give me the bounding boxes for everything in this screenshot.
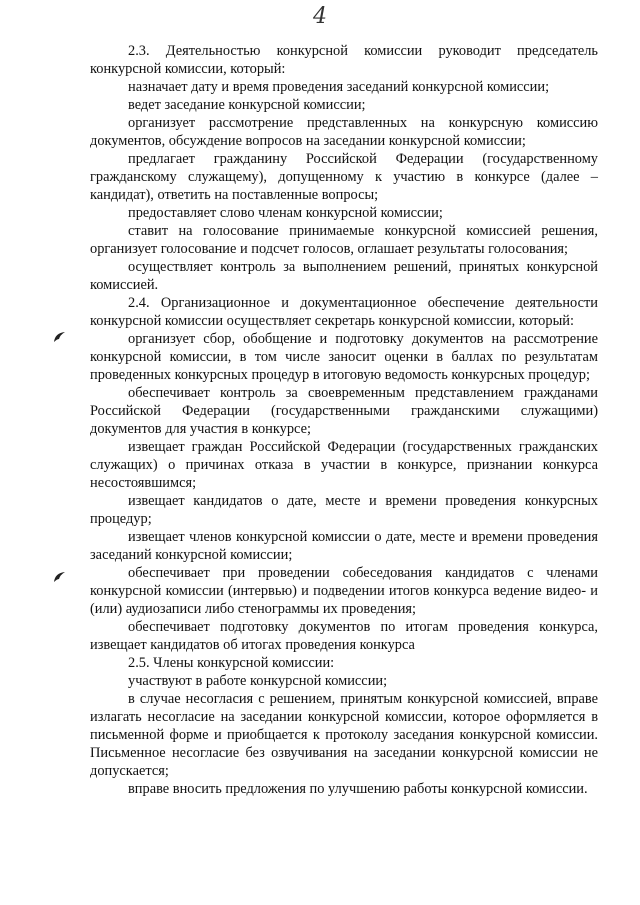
list-item: обеспечивает подготовку документов по итогам проведения конкурса, извещает кандидатов об итогах проведения конкурса bbox=[90, 619, 598, 653]
binding-hole-mark-icon bbox=[52, 570, 68, 586]
list-item: извещает граждан Российской Федерации (государственных гражданских служащих) о причинах отказа в участии в конкурсе, признании конкурса несостоявшимся; bbox=[90, 439, 598, 491]
list-item: назначает дату и время проведения заседаний конкурсной комиссии; bbox=[128, 79, 550, 95]
list-item: извещает кандидатов о дате, месте и времени проведения конкурсных процедур; bbox=[90, 493, 598, 527]
list-item: обеспечивает при проведении собеседования кандидатов с членами конкурсной комиссии (интервью) и подведении итогов конкурса ведение видео- и (или) аудиозаписи либо стенограммы их проведения; bbox=[90, 565, 598, 617]
list-item: предлагает гражданину Российской Федерации (государственному гражданскому служащему), допущенному к участию в конкурсе (далее – кандидат), ответить на поставленные вопросы; bbox=[90, 151, 598, 203]
section-2-3-heading: 2.3. Деятельностью конкурсной комиссии руководит председатель конкурсной комиссии, который: bbox=[90, 43, 598, 77]
list-item: организует сбор, обобщение и подготовку документов на рассмотрение конкурсной комиссии, в том числе заносит оценки в баллах по результатам проведенных конкурсных процедур в итоговую ведомость конкурсных процедур; bbox=[90, 331, 598, 383]
list-item: вправе вносить предложения по улучшению работы конкурсной комиссии. bbox=[128, 781, 588, 797]
list-item: ведет заседание конкурсной комиссии; bbox=[128, 97, 366, 113]
list-item: ставит на голосование принимаемые конкурсной комиссией решения, организует голосование и подсчет голосов, оглашает результаты голосования; bbox=[90, 223, 598, 257]
list-item: организует рассмотрение представленных на конкурсную комиссию документов, обсуждение вопросов на заседании конкурсной комиссии; bbox=[90, 115, 598, 149]
list-item: извещает членов конкурсной комиссии о дате, месте и времени проведения заседаний конкурсной комиссии; bbox=[90, 529, 598, 563]
list-item: участвуют в работе конкурсной комиссии; bbox=[128, 673, 388, 689]
section-2-4-heading: 2.4. Организационное и документационное обеспечение деятельности конкурсной комиссии осуществляет секретарь конкурсной комиссии, который: bbox=[90, 295, 598, 329]
list-item: предоставляет слово членам конкурсной комиссии; bbox=[128, 205, 443, 221]
page-number: 4 bbox=[313, 4, 327, 29]
binding-hole-mark-icon bbox=[52, 330, 68, 346]
list-item: осуществляет контроль за выполнением решений, принятых конкурсной комиссией. bbox=[90, 259, 598, 293]
list-item: в случае несогласия с решением, принятым конкурсной комиссией, вправе излагать несогласие на заседании конкурсной комиссии, которое оформляется в письменной форме и приобщается к протоколу заседания конкурсной комиссии. Письменное несогласие без озвучивания на заседании конкурсной комиссии не допускается; bbox=[90, 691, 598, 779]
section-2-5-heading: 2.5. Члены конкурсной комиссии: bbox=[128, 655, 335, 671]
list-item: обеспечивает контроль за своевременным представлением гражданами Российской Федерации (государственными гражданскими служащими) документов для участия в конкурсе; bbox=[90, 385, 598, 437]
document-body bbox=[90, 42, 598, 798]
